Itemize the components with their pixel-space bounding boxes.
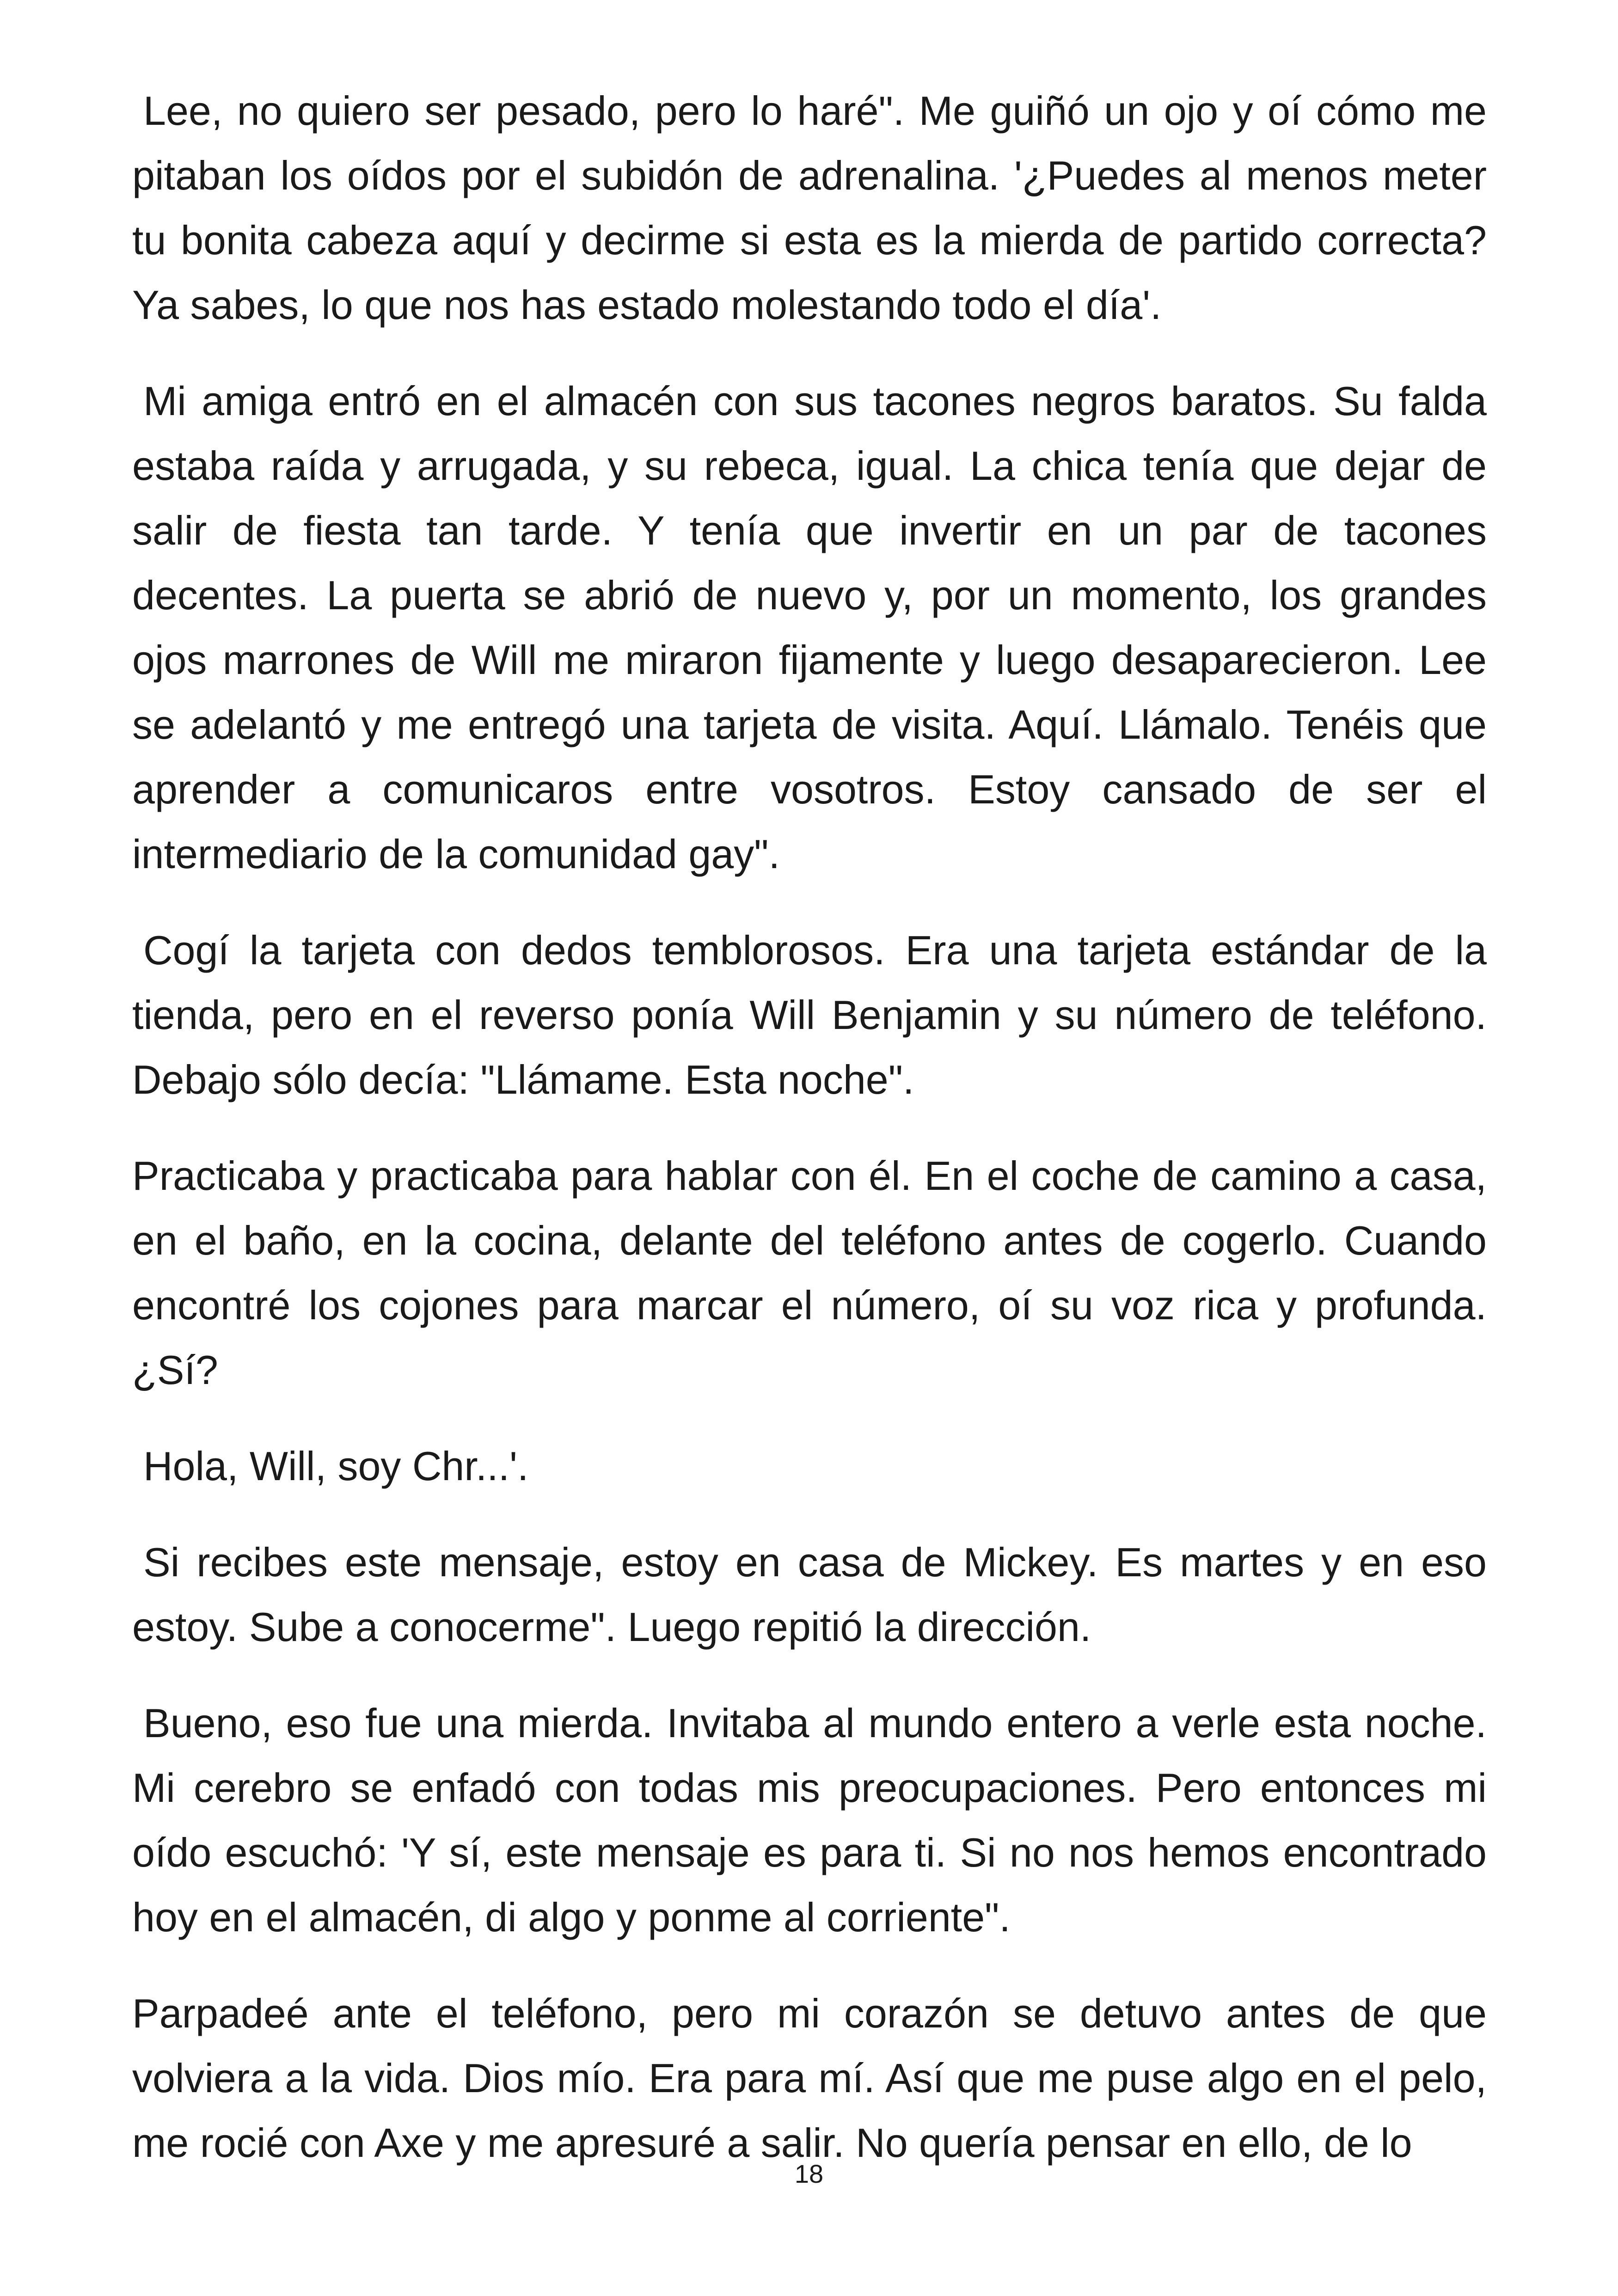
- paragraph-1: Lee, no quiero ser pesado, pero lo haré". Me guiñó un ojo y oí cómo me pitaban los oídos por el subidón de adrenalina. '¿Puedes al menos meter tu bonita cabeza aquí y decirme si esta es la mierda de partido correcta? Ya sabes, lo que nos has estado molestando todo el día'.: [132, 88, 1487, 328]
- page-number: 18: [794, 2159, 824, 2188]
- paragraph-2: Mi amiga entró en el almacén con sus tacones negros baratos. Su falda estaba raída y arrugada, y su rebeca, igual. La chica tenía que dejar de salir de fiesta tan tarde. Y tenía que invertir en un par de tacones decentes. La puerta se abrió de nuevo y, por un momento, los grandes ojos marrones de Will me miraron fijamente y luego desaparecieron. Lee se adelantó y me entregó una tarjeta de visita. Aquí. Llámalo. Tenéis que aprender a comunicaros entre vosotros. Estoy cansado de ser el intermediario de la comunidad gay".: [132, 378, 1487, 877]
- body-text: [132, 79, 1487, 2175]
- paragraph-5: Hola, Will, soy Chr...'.: [143, 1443, 529, 1489]
- paragraph-8: Parpadeé ante el teléfono, pero mi corazón se detuvo antes de que volviera a la vida. Dios mío. Era para mí. Así que me puse algo en el pelo, me rocié con Axe y me apresuré a salir. No quería pensar en ello, de lo: [132, 1990, 1487, 2166]
- paragraph-4: Practicaba y practicaba para hablar con él. En el coche de camino a casa, en el baño, en la cocina, delante del teléfono antes de cogerlo. Cuando encontré los cojones para marcar el número, oí su voz rica y profunda. ¿Sí?: [132, 1153, 1487, 1393]
- paragraph-6: Si recibes este mensaje, estoy en casa de Mickey. Es martes y en eso estoy. Sube a conocerme". Luego repitió la dirección.: [132, 1539, 1487, 1650]
- paragraph-3: Cogí la tarjeta con dedos temblorosos. Era una tarjeta estándar de la tienda, pero en el reverso ponía Will Benjamin y su número de teléfono. Debajo sólo decía: "Llámame. Esta noche".: [132, 927, 1487, 1102]
- paragraph-7: Bueno, eso fue una mierda. Invitaba al mundo entero a verle esta noche. Mi cerebro se enfadó con todas mis preocupaciones. Pero entonces mi oído escuchó: 'Y sí, este mensaje es para ti. Si no nos hemos encontrado hoy en el almacén, di algo y ponme al corriente".: [132, 1700, 1487, 1940]
